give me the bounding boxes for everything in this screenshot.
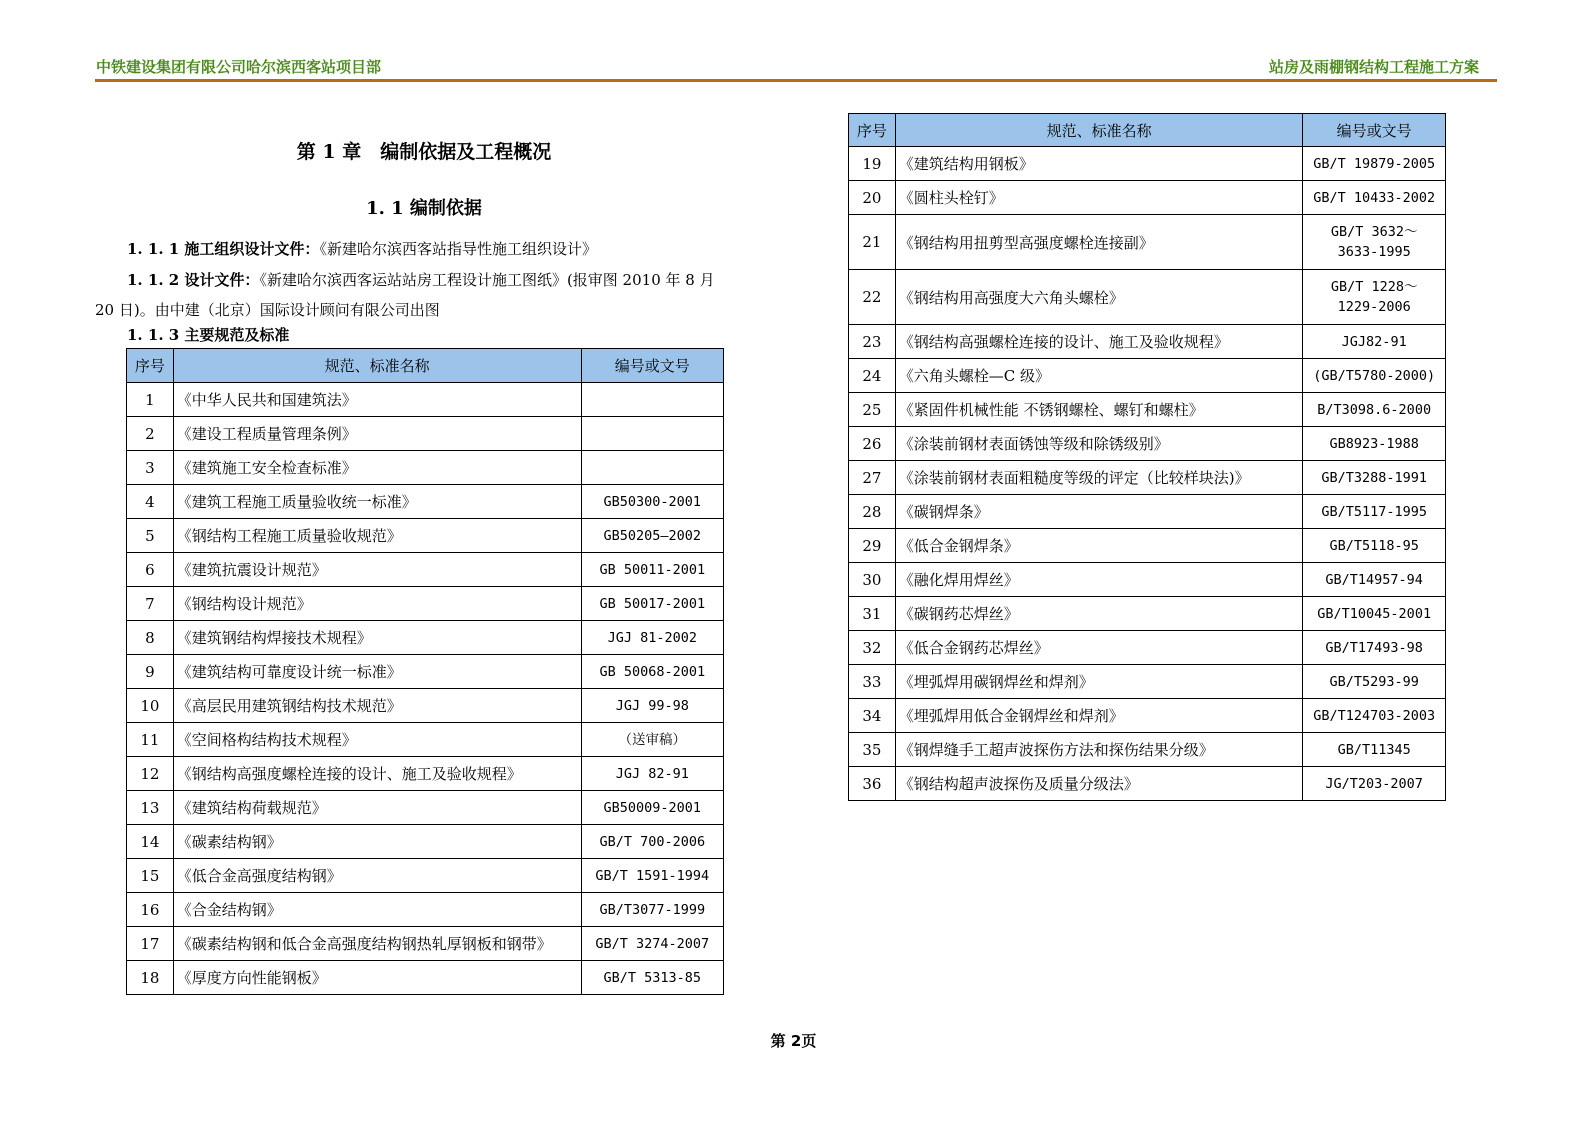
- cell-code: [1303, 699, 1446, 733]
- table-row: [849, 181, 1446, 215]
- cell-name: 《低合金钢药芯焊丝》: [895, 631, 1303, 665]
- col-header-code: 编号或文号: [1303, 114, 1446, 147]
- cell-code-line: GB/T 700-2006: [599, 833, 706, 850]
- cell-code: [1303, 427, 1446, 461]
- cell-name: 《中华人民共和国建筑法》: [173, 383, 581, 417]
- cell-name: 《钢结构用扭剪型高强度螺栓连接副》: [895, 215, 1303, 270]
- table-row: [849, 147, 1446, 181]
- cell-code: [1303, 325, 1446, 359]
- table-row: [849, 631, 1446, 665]
- cell-no: 8: [127, 621, 174, 655]
- table-row: [849, 665, 1446, 699]
- col-header-name: 规范、标准名称: [895, 114, 1303, 147]
- cell-no: 23: [849, 325, 896, 359]
- paragraph-1-1-1: [127, 234, 597, 264]
- header-right: 站房及雨棚钢结构工程施工方案: [1268, 58, 1479, 76]
- cell-no: 27: [849, 461, 896, 495]
- cell-name: 《碳钢药芯焊丝》: [895, 597, 1303, 631]
- cell-no: 3: [127, 451, 174, 485]
- cell-no: 1: [127, 383, 174, 417]
- chapter-title: 第 1 章 编制依据及工程概况: [296, 141, 552, 163]
- cell-name: 《钢结构高强螺栓连接的设计、施工及验收规程》: [895, 325, 1303, 359]
- cell-name: 《建设工程质量管理条例》: [173, 417, 581, 451]
- cell-name: 《厚度方向性能钢板》: [173, 961, 581, 995]
- cell-code-line: JGJ82-91: [1341, 333, 1407, 350]
- cell-name: 《钢结构用高强度大六角头螺栓》: [895, 270, 1303, 325]
- cell-code-line: GB 50068-2001: [599, 663, 706, 680]
- page-number: 第 2页: [770, 1032, 817, 1050]
- cell-name: 《建筑结构用钢板》: [895, 147, 1303, 181]
- cell-code: [581, 383, 723, 417]
- table-row: [849, 427, 1446, 461]
- cell-code: [1303, 461, 1446, 495]
- cell-code-line: GB/T 10433-2002: [1313, 189, 1436, 206]
- table-row: [127, 519, 724, 553]
- cell-name: 《埋弧焊用碳钢焊丝和焊剂》: [895, 665, 1303, 699]
- table-row: [849, 733, 1446, 767]
- standards-table-left: [126, 348, 724, 995]
- table-header-row: [127, 349, 724, 383]
- cell-name: 《紧固件机械性能 不锈钢螺栓、螺钉和螺柱》: [895, 393, 1303, 427]
- header-left: 中铁建设集团有限公司哈尔滨西客站项目部: [96, 58, 382, 76]
- cell-code: [581, 825, 723, 859]
- cell-code-line: GB50009-2001: [603, 799, 702, 816]
- cell-code: [1303, 597, 1446, 631]
- paragraph-text: 《新建哈尔滨西客站指导性施工组织设计》: [319, 240, 597, 258]
- cell-code: [1303, 215, 1446, 270]
- cell-name: 《涂装前钢材表面锈蚀等级和除锈级别》: [895, 427, 1303, 461]
- cell-no: 9: [127, 655, 174, 689]
- cell-code: [1303, 767, 1446, 801]
- cell-code-line: GB8923-1988: [1329, 435, 1419, 452]
- cell-name: 《钢结构高强度螺栓连接的设计、施工及验收规程》: [173, 757, 581, 791]
- cell-no: 32: [849, 631, 896, 665]
- cell-name: 《高层民用建筑钢结构技术规范》: [173, 689, 581, 723]
- cell-no: 22: [849, 270, 896, 325]
- table-row: [127, 757, 724, 791]
- cell-name: 《钢结构超声波探伤及质量分级法》: [895, 767, 1303, 801]
- cell-code-line: JGJ 82-91: [615, 765, 689, 782]
- cell-code-line: GB/T17493-98: [1325, 639, 1423, 656]
- table-row: [127, 723, 724, 757]
- cell-code-line: GB 50017-2001: [599, 595, 706, 612]
- cell-code: [581, 655, 723, 689]
- cell-code-line: GB/T 1591-1994: [595, 867, 710, 884]
- table-row: [849, 325, 1446, 359]
- cell-code-line: JG/T203-2007: [1325, 775, 1423, 792]
- cell-name: 《低合金高强度结构钢》: [173, 859, 581, 893]
- cell-code: [581, 757, 723, 791]
- table-row: [127, 383, 724, 417]
- cell-name: 《钢结构工程施工质量验收规范》: [173, 519, 581, 553]
- table-row: [849, 461, 1446, 495]
- table-row: [849, 529, 1446, 563]
- cell-code-line: JGJ 81-2002: [607, 629, 697, 646]
- cell-code-line: GB/T5118-95: [1329, 537, 1419, 554]
- cell-code-line: GB/T 19879-2005: [1313, 155, 1436, 172]
- table-row: [127, 655, 724, 689]
- cell-code-line: GB/T3288-1991: [1321, 469, 1428, 486]
- table-row: [127, 621, 724, 655]
- standards-table-right: [848, 113, 1446, 801]
- cell-code-line: GB/T 3632～: [1330, 224, 1418, 240]
- col-header-name: 规范、标准名称: [173, 349, 581, 383]
- paragraph-1-1-3: [127, 320, 289, 350]
- cell-no: 18: [127, 961, 174, 995]
- cell-code-line: GB 50011-2001: [599, 561, 706, 578]
- cell-code-line: 3633-1995: [1337, 244, 1411, 260]
- cell-code-line: GB/T3077-1999: [599, 901, 706, 918]
- table-row: [127, 859, 724, 893]
- cell-no: 33: [849, 665, 896, 699]
- cell-code-line: GB50300-2001: [603, 493, 702, 510]
- cell-code: [1303, 147, 1446, 181]
- cell-name: 《空间格构结构技术规程》: [173, 723, 581, 757]
- cell-name: 《钢焊缝手工超声波探伤方法和探伤结果分级》: [895, 733, 1303, 767]
- table-row: [127, 451, 724, 485]
- table-row: [127, 587, 724, 621]
- cell-no: 36: [849, 767, 896, 801]
- cell-name: 《建筑结构可靠度设计统一标准》: [173, 655, 581, 689]
- cell-no: 26: [849, 427, 896, 461]
- cell-code: [581, 451, 723, 485]
- section-title: 1. 1 编制依据: [366, 198, 482, 219]
- paragraph-label: 1. 1. 3 主要规范及标准: [127, 326, 290, 344]
- cell-no: 5: [127, 519, 174, 553]
- col-header-code: 编号或文号: [581, 349, 723, 383]
- cell-name: 《建筑工程施工质量验收统一标准》: [173, 485, 581, 519]
- table-row: [849, 393, 1446, 427]
- cell-name: 《碳素结构钢》: [173, 825, 581, 859]
- cell-no: 28: [849, 495, 896, 529]
- table-row: [849, 699, 1446, 733]
- cell-code: [581, 859, 723, 893]
- cell-no: 10: [127, 689, 174, 723]
- cell-code-line: GB/T 1228～: [1330, 279, 1418, 295]
- cell-no: 7: [127, 587, 174, 621]
- cell-code-line: GB/T5293-99: [1329, 673, 1419, 690]
- table-row: [127, 417, 724, 451]
- paragraph-label: 1. 1. 1 施工组织设计文件：: [127, 240, 320, 258]
- cell-no: 35: [849, 733, 896, 767]
- paragraph-1-1-2-cont: 20 日)。由中建（北京）国际设计顾问有限公司出图: [95, 301, 440, 319]
- table-row: [849, 359, 1446, 393]
- cell-no: 2: [127, 417, 174, 451]
- cell-code: [1303, 529, 1446, 563]
- cell-code: [1303, 733, 1446, 767]
- cell-name: 《碳钢焊条》: [895, 495, 1303, 529]
- cell-code: [581, 927, 723, 961]
- cell-no: 12: [127, 757, 174, 791]
- cell-code: [1303, 359, 1446, 393]
- cell-code-line: GB/T10045-2001: [1317, 605, 1432, 622]
- cell-code-line: 1229-2006: [1337, 299, 1411, 315]
- cell-name: 《建筑施工安全检查标准》: [173, 451, 581, 485]
- cell-name: 《碳素结构钢和低合金高强度结构钢热轧厚钢板和钢带》: [173, 927, 581, 961]
- cell-name: 《六角头螺栓—C 级》: [895, 359, 1303, 393]
- col-header-no: 序号: [849, 114, 896, 147]
- cell-code-line: B/T3098.6-2000: [1317, 401, 1432, 418]
- cell-no: 13: [127, 791, 174, 825]
- cell-code: [581, 553, 723, 587]
- table-row: [127, 553, 724, 587]
- cell-code: [1303, 665, 1446, 699]
- cell-code-line: GB50205—2002: [603, 527, 702, 544]
- cell-no: 19: [849, 147, 896, 181]
- cell-code-line: JGJ 99-98: [615, 697, 689, 714]
- cell-no: 4: [127, 485, 174, 519]
- cell-no: 34: [849, 699, 896, 733]
- table-row: [127, 927, 724, 961]
- paragraph-label: 1. 1. 2 设计文件：: [127, 271, 260, 289]
- table-row: [127, 485, 724, 519]
- cell-name: 《建筑抗震设计规范》: [173, 553, 581, 587]
- cell-no: 29: [849, 529, 896, 563]
- table-row: [849, 495, 1446, 529]
- cell-name: 《合金结构钢》: [173, 893, 581, 927]
- cell-name: 《圆柱头栓钉》: [895, 181, 1303, 215]
- cell-code: [581, 621, 723, 655]
- cell-code: [1303, 495, 1446, 529]
- table-row: [127, 893, 724, 927]
- table-row: [849, 563, 1446, 597]
- table-row: [849, 767, 1446, 801]
- cell-code-line: GB/T 3274-2007: [595, 935, 710, 952]
- table-row: [849, 215, 1446, 270]
- cell-code: [581, 893, 723, 927]
- cell-code: [581, 961, 723, 995]
- cell-code: [1303, 631, 1446, 665]
- cell-no: 17: [127, 927, 174, 961]
- cell-code: [581, 689, 723, 723]
- cell-no: 16: [127, 893, 174, 927]
- cell-code: [581, 723, 723, 757]
- cell-no: 20: [849, 181, 896, 215]
- cell-no: 30: [849, 563, 896, 597]
- cell-name: 《融化焊用焊丝》: [895, 563, 1303, 597]
- cell-no: 15: [127, 859, 174, 893]
- cell-name: 《建筑结构荷载规范》: [173, 791, 581, 825]
- table-row: [127, 689, 724, 723]
- table-row: [127, 825, 724, 859]
- cell-code: [1303, 270, 1446, 325]
- cell-name: 《建筑钢结构焊接技术规程》: [173, 621, 581, 655]
- cell-code: [581, 587, 723, 621]
- cell-no: 6: [127, 553, 174, 587]
- cell-code-line: GB/T11345: [1337, 741, 1411, 758]
- cell-code: [581, 417, 723, 451]
- cell-code-line: GB/T 5313-85: [603, 969, 702, 986]
- header-divider: [95, 79, 1497, 82]
- cell-no: 14: [127, 825, 174, 859]
- paragraph-text: 《新建哈尔滨西客运站站房工程设计施工图纸》(报审图 2010 年 8 月: [259, 271, 715, 289]
- cell-name: 《埋弧焊用低合金钢焊丝和焊剂》: [895, 699, 1303, 733]
- table-row: [127, 961, 724, 995]
- paragraph-1-1-2: [127, 265, 767, 295]
- cell-name: 《钢结构设计规范》: [173, 587, 581, 621]
- cell-code-line: (GB/T5780-2000): [1313, 367, 1436, 384]
- table-row: [127, 791, 724, 825]
- cell-no: 24: [849, 359, 896, 393]
- col-header-no: 序号: [127, 349, 174, 383]
- cell-code: [581, 485, 723, 519]
- cell-code: [581, 791, 723, 825]
- cell-code-line: （送审稿）: [618, 731, 687, 748]
- cell-name: 《涂装前钢材表面粗糙度等级的评定（比较样块法)》: [895, 461, 1303, 495]
- cell-no: 31: [849, 597, 896, 631]
- cell-name: 《低合金钢焊条》: [895, 529, 1303, 563]
- cell-no: 11: [127, 723, 174, 757]
- cell-code: [1303, 563, 1446, 597]
- cell-code-line: GB/T14957-94: [1325, 571, 1423, 588]
- cell-no: 21: [849, 215, 896, 270]
- cell-code: [1303, 181, 1446, 215]
- cell-code: [1303, 393, 1446, 427]
- table-row: [849, 270, 1446, 325]
- cell-no: 25: [849, 393, 896, 427]
- table-row: [849, 597, 1446, 631]
- cell-code: [581, 519, 723, 553]
- cell-code-line: GB/T124703-2003: [1313, 707, 1436, 724]
- cell-code-line: GB/T5117-1995: [1321, 503, 1428, 520]
- table-header-row: [849, 114, 1446, 147]
